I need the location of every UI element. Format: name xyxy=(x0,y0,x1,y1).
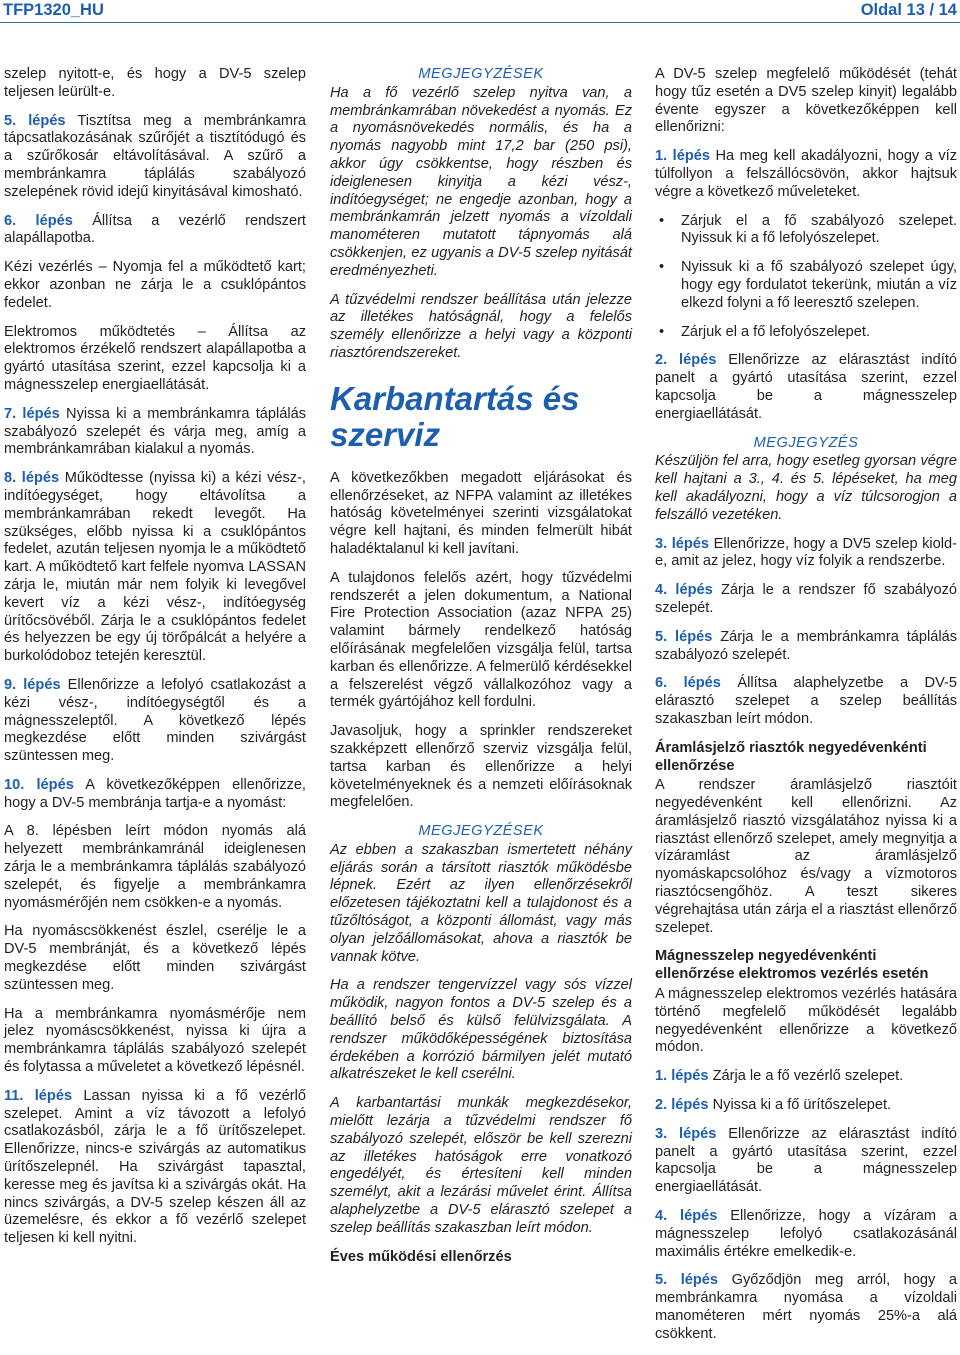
list-item: • Nyissuk ki a fő szabályozó szelepet úgy, hogy egy fordulatot tekerünk, miután a víz elkezd folyni a fő leeresztő szelepen. xyxy=(659,259,957,311)
step-label: 7. lépés xyxy=(4,405,60,422)
document-id: TFP1320_HU xyxy=(3,1,104,19)
paragraph: Ha nyomáscsökkenést észlel, cserélje le a DV-5 membránját, és a következő lépés megkezdése előtt minden szivárgást szüntessen meg. xyxy=(4,923,306,993)
bullet-icon: • xyxy=(659,212,665,229)
paragraph-electric-control: Elektromos működtetés – Állítsa az elektromos érzékelő rendszert alapállapotba a gyártó utasítása szerint, ezzel kapcsolja ki a mágnesszelep energiaellátását. xyxy=(4,323,306,393)
paragraph: A rendszer áramlásjelző riasztóit negyedévenként kell ellenőrizni. Az áramlásjelző riasztó vizsgálatához nyissa ki a riasztást ellenőrző szelepet, amely megnyitja a vízáramlást az áramlásjelző nyomáskapcsolóhoz és/vagy a vízmotoros riasztócsengőhöz. A teszt sikeres végrehajtása után zárja el a riasztást ellenőrző szelepet. xyxy=(655,777,957,936)
note-title: MEGJEGYZÉSEK xyxy=(418,823,544,840)
step-label: 4. lépés xyxy=(655,1208,718,1225)
step-4: 4. lépés Zárja le a rendszer fő szabályozó szelepét. xyxy=(655,582,957,616)
paragraph: A mágnesszelep elektromos vezérlés hatására történő megfelelő működését legalább negyedévenként ellenőrizze a következő módon. xyxy=(655,986,957,1056)
list-item: • Zárjuk el a fő lefolyószelepet. xyxy=(659,323,871,340)
note-paragraph: Készüljön fel arra, hogy esetleg gyorsan végre kell hajtani a 3., 4. és 5. lépéseket, ha meg kell akadályozni, hogy a víz túlcsorogjon a felszálló vezetéken. xyxy=(655,453,957,523)
step-label: 3. lépés xyxy=(655,1125,717,1142)
step-label: 3. lépés xyxy=(655,535,710,552)
step-label: 1. lépés xyxy=(655,1068,709,1085)
step-label: 6. lépés xyxy=(655,675,721,692)
step-label: 6. lépés xyxy=(4,212,73,229)
column-middle xyxy=(330,66,632,1268)
step-label: 11. lépés xyxy=(4,1087,73,1104)
step-10: 10. lépés A következőképpen ellenőrizze, hogy a DV-5 membránja tartja-e a nyomást: xyxy=(4,776,306,811)
step-label: 5. lépés xyxy=(655,1272,719,1289)
page-number: Oldal 13 / 14 xyxy=(860,1,957,19)
step-11: 11. lépés Lassan nyissa ki a fő vezérlő szelepet. Amint a víz távozott a lefolyó csatlakozásból, zárja le a fő ürítőszelepet. Ellenőrizze, nincs-e szivárgás az automatikus ürítőszelepnél. Ha szivárgást tapasztal, keresse meg és javítsa ki a szivárgás okát. Ha nincs szivárgás, a DV-5 szelep készen áll az üzemelésre, és ekkor a fő vezérlő szelepet teljesen ki kell nyitni. xyxy=(4,1087,307,1247)
paragraph: Javasoljuk, hogy a sprinkler rendszereket szakképzett ellenőrző szerviz vizsgálja felül, tartsa karban és ellenőrizze a helyi követelményeknek és a nemzeti előírásoknak megfelelően. xyxy=(330,723,632,811)
paragraph: A tulajdonos felelős azért, hogy tűzvédelmi rendszerét a jelen dokumentum, a National Fire Protection Association (azaz NFPA 25) valamint bármely rendelkező hatóság előírásának megfelelően vizsgálja felül, tartsa karban és ellenőrizze. A felmerülő kérdésekkel a felszerelést végző vállalkozóhoz vagy a termék gyártójához kell fordulni. xyxy=(330,569,632,711)
column-right xyxy=(655,66,957,1355)
solenoid-step-1: 1. lépés Zárja le a fő vezérlő szelepet. xyxy=(655,1068,904,1085)
step-6: 6. lépés Állítsa alaphelyzetbe a DV-5 elárasztó szelepet a szelep beállítás szakaszban leírt módon. xyxy=(655,675,957,727)
paragraph: A 8. lépésben leírt módon nyomás alá helyezett membránkamránál ideiglenesen zárja le a membránkamra táplálás szabályozó szelepét, és figyelje a membránkamra nyomásmérőjén nem csökken-e a nyomás. xyxy=(4,823,306,911)
step-2: 2. lépés Ellenőrizze az elárasztást indító panelt a gyártó utasítása szerint, ezzel kapcsolja be a mágnesszelep energiaellátását. xyxy=(655,352,958,422)
column-left xyxy=(4,66,306,1259)
step-label: 2. lépés xyxy=(655,1097,709,1114)
step-9: 9. lépés Ellenőrizze a lefolyó csatlakozást a kézi vész-, indítóegységtől és a mágnesszeleptől. A következő lépés megkezdése előtt minden szivárgást szüntessen meg. xyxy=(4,676,306,765)
note-paragraph: Ha a rendszer tengervízzel vagy sós vízzel működik, nagyon fontos a DV-5 szelep és a beállító belső és külső felülvizsgálata. A rendszer működőképességének biztosítása érdekében a korrózió bármilyen jelét mutató alkatrészeket le kell cserélni. xyxy=(330,977,632,1083)
section-title: Karbantartás és szerviz xyxy=(330,379,580,453)
solenoid-step-2: 2. lépés Nyissa ki a fő ürítőszelepet. xyxy=(655,1097,892,1114)
step-3: 3. lépés Ellenőrizze, hogy a DV5 szelep kiold-e, amit az jelez, hogy víz folyik a rendszerbe. xyxy=(655,535,957,570)
step-5: 5. lépés Zárja le a membránkamra táplálás szabályozó szelepét. xyxy=(655,628,957,663)
step-label: 2. lépés xyxy=(655,352,717,369)
note-paragraph: Ha a fő vezérlő szelep nyitva van, a membránkamrában növekedést a nyomás. Ez a nyomásnövekedés normális, és ha a nyomás nagyobb mint 17,2 bar (250 psi), akkor úgy csökkentse, hogy részben és ideiglenesen kinyitja a kézi vész-, indítóegységet; ne engedje azonban, hogy a membránkamrán jelzett nyomás a vízoldali manométeren mutatott tápnyomás alá csökkenjen, ez ugyanis a DV-5 szelep nyitását eredményezheti. xyxy=(330,84,632,279)
bullet-list xyxy=(655,213,957,342)
step-6: 6. lépés Állítsa a vezérlő rendszert alapállapotba. xyxy=(4,212,306,247)
subheading-solenoid: Mágnesszelep negyedévenkénti ellenőrzése elektromos vezérlés esetén xyxy=(655,948,929,983)
step-label: 9. lépés xyxy=(4,676,61,693)
paragraph: Ha a membránkamra nyomásmérője nem jelez nyomáscsökkenést, nyissa ki újra a membránkamra táplálás szabályozó szelepét és folytassa a műveletet a következő lépésnél. xyxy=(4,1005,306,1076)
subheading-flow-alarm: Áramlásjelző riasztók negyedévenkénti ellenőrzése xyxy=(655,739,927,774)
step-5: 5. lépés Tisztítsa meg a membránkamra tápcsatlakozásának szűrőjét a tisztítódugó és a szűrőkosár eltávolításával. A szűrő a membránkamra táplálás szabályozó szelepének rövid idejű kinyitásával kimosható. xyxy=(4,112,306,200)
step-label: 4. lépés xyxy=(655,582,713,599)
page-header xyxy=(0,0,960,23)
paragraph: szelep nyitott-e, és hogy a DV-5 szelep teljesen leürült-e. xyxy=(4,66,306,100)
note-title: MEGJEGYZÉSEK xyxy=(418,66,544,82)
step-label: 1. lépés xyxy=(655,148,710,165)
paragraph: A következőkben megadott eljárásokat és ellenőrzéseket, az NFPA valamint az illetékes hatóság követelményei szerinti vizsgálatokat végre kell hajtani, és minden felmerült hibát haladéktalanul ki kell javítani. xyxy=(330,469,632,557)
step-1: 1. lépés Ha meg kell akadályozni, hogy a víz túlfollyon a felszállócsövön, akkor hajtsuk végre a következő műveleteket. xyxy=(655,148,957,200)
note-title: MEGJEGYZÉS xyxy=(753,434,859,451)
note-paragraph: A karbantartási munkák megkezdésekor, mielőtt lezárja a tűzvédelmi rendszer fő szabályozó szelepét, először be kell szerezni az illetékes hatóságok erre vonatkozó engedélyét, és értesíteni kell minden személyt, akit a lezárási művelet érint. Állítsa alaphelyzetbe a DV-5 elárasztó szelepet a szelep beállítás szakaszban leírt módon. xyxy=(330,1095,632,1236)
paragraph: A DV-5 szelep megfelelő működését (tehát hogy tűz esetén a DV5 szelep kinyit) legalább évente egyszer a következőképpen kell ellenőrizni: xyxy=(655,66,957,136)
solenoid-step-3: 3. lépés Ellenőrizze az elárasztást indító panelt a gyártó utasítása szerint, ezzel kapcsolja be a mágnesszelep energiaellátását. xyxy=(655,1125,958,1196)
step-label: 5. lépés xyxy=(4,112,66,129)
bullet-icon: • xyxy=(659,323,665,340)
paragraph-manual-control: Kézi vezérlés – Nyomja fel a működtető kart; ekkor azonban ne zárja le a csuklópántos fedelet. xyxy=(4,259,306,311)
solenoid-step-5: 5. lépés Győződjön meg arról, hogy a membránkamra nyomása a vízoldali manométeren mért nyomás 25%-a alá csökkent. xyxy=(655,1272,957,1342)
note-paragraph: Az ebben a szakaszban ismertetett néhány eljárás során a társított riasztók működésbe lépnek. Ezért az ilyen ellenőrzésekről előzetesen tájékoztatni kell a tulajdonost és a tűzőltóságot, a központi állomást, vagy más olyan jelzőállomásokat, ahova a riasztók be vannak kötve. xyxy=(330,841,632,965)
note-paragraph: A tűzvédelmi rendszer beállítása után jelezze az illetékes hatóságnál, hogy a felelős személy ellenőrizze a helyi vagy a központi riasztórendszereket. xyxy=(330,291,632,361)
step-label: 8. lépés xyxy=(4,470,60,487)
step-7: 7. lépés Nyissa ki a membránkamra táplálás szabályozó szelepét és várja meg, amíg a membránkamrában kialakul a nyomás. xyxy=(4,405,307,458)
subheading-annual-check: Éves működési ellenőrzés xyxy=(330,1248,512,1265)
list-item: • Zárjuk el a fő szabályozó szelepet. Nyissuk ki a fő lefolyószelepet. xyxy=(659,212,957,247)
bullet-icon: • xyxy=(659,259,665,276)
step-label: 5. lépés xyxy=(655,628,713,645)
solenoid-step-4: 4. lépés Ellenőrizze, hogy a vízáram a mágnesszelep lefolyó csatlakozásánál maximális értékre emelkedik-e. xyxy=(655,1208,957,1260)
step-8: 8. lépés Működtesse (nyissa ki) a kézi vész-, indítóegységet, hogy eltávolítsa a membránkamrában rekedt levegőt. Ha szükséges, előbb nyissa ki a csuklópántos fedelet, azután teljesen nyomja le a működtető kart. A működtető kart felfele nyomva LASSAN zárja le, miután már nem folyik ki levegővel kevert víz a kézi vész-, indítóegység ürítőcsövéből. Zárja le a csuklópántos fedelet és helyezzen be egy új törőpálcát a helyére a burkolódoboz tetején keresztül. xyxy=(4,470,306,665)
step-label: 10. lépés xyxy=(4,776,74,793)
